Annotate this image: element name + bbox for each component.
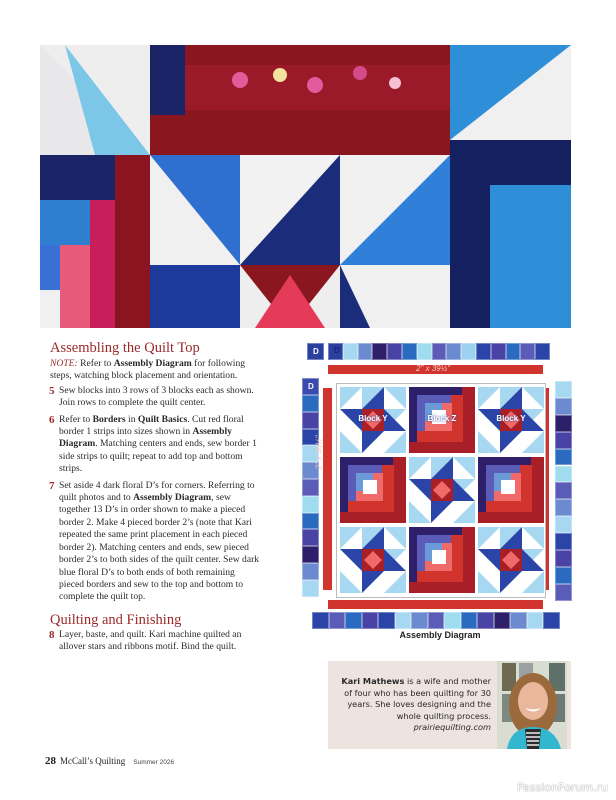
designer-name: Kari Mathews [341, 676, 405, 686]
border-d-square [312, 612, 329, 629]
step-text: in [125, 413, 138, 425]
border-d-square [461, 612, 478, 629]
border-d-square [302, 479, 319, 496]
border-d-square [302, 546, 319, 563]
border-d-square [302, 529, 319, 546]
step-text: Layer, baste, and quilt. Kari machine quilted an allover stars and ribbons motif. Bind the quilt. [59, 628, 242, 653]
issue-date: Summer 2026 [133, 759, 175, 766]
border-d-square [527, 612, 544, 629]
quilt-photo [40, 45, 571, 328]
border1-top-strip [328, 365, 543, 374]
border-d-square [555, 398, 572, 415]
border-d-square [506, 343, 521, 360]
border-d-square [543, 612, 560, 629]
border1-left-strip [314, 388, 332, 590]
block-y [478, 527, 544, 593]
border-d-square [477, 612, 494, 629]
diagram-caption: Assembly Diagram [399, 630, 481, 640]
step-list [50, 385, 260, 604]
note-bold: Assembly Diagram [113, 358, 192, 369]
step-number: 5 [49, 384, 55, 397]
border-d-square [555, 482, 572, 499]
strip-size-label: 2" x 39½" [416, 364, 451, 373]
border-d-square [555, 584, 572, 601]
border-d-square [395, 612, 412, 629]
note-label: NOTE: [50, 358, 78, 369]
border-d-square [358, 343, 373, 360]
border-d-square [555, 567, 572, 584]
border-d-square [302, 496, 319, 513]
border-d-square [555, 381, 572, 398]
step-text: . Cut red floral border 1 strips into sizes shown in [59, 413, 244, 438]
step-text: , sew together 13 D’s in order shown to make a pieced border 2. Make 4 pieced border 2’s (note that Kari repeated the same print placement in each pieced border 2). Matching centers and ends, sew pieced border 2’s to both sides of the quilt center. Sew dark blue floral D’s to both ends of both remaining pieced borders and sew to the top and bottom to complete the quilt top. [59, 492, 260, 603]
border-d-square [494, 612, 511, 629]
step-text: Refer to [59, 413, 93, 425]
border-d-square [444, 612, 461, 629]
corner-d-left [302, 378, 319, 395]
block-y [409, 457, 475, 523]
block-y [340, 387, 406, 453]
step-number: 6 [49, 413, 55, 426]
block-label: Block Y [358, 414, 388, 423]
step-text: . Matching centers and ends, sew border 1 side strips to quilt; repeat to add top and bottom strips. [59, 438, 257, 475]
note-paragraph [50, 358, 260, 383]
magazine-name: McCall’s Quilting [60, 756, 126, 766]
step-text: Set aside 4 dark floral D’s for corners. Referring to quilt photos and to [59, 479, 255, 504]
border-d-square [510, 612, 527, 629]
d-label: D [334, 346, 340, 355]
border-d-square [302, 580, 319, 597]
step-number: 8 [49, 628, 55, 641]
border-d-square [387, 343, 402, 360]
border-d-square [555, 533, 572, 550]
border-d-square [520, 343, 535, 360]
block-z [340, 457, 406, 523]
step-bold-ref: Assembly Diagram [133, 492, 212, 504]
section-title-quilting: Quilting and Finishing [50, 611, 182, 628]
page-footer [45, 755, 174, 767]
border-d-square [302, 563, 319, 580]
border-d-square [411, 612, 428, 629]
border-d-square [555, 415, 572, 432]
block-y [340, 527, 406, 593]
assembly-diagram [300, 338, 580, 648]
section-title-assembling: Assembling the Quilt Top [50, 340, 200, 356]
border-d-square [476, 343, 491, 360]
border-d-square [555, 466, 572, 483]
border-d-square [555, 432, 572, 449]
step-number: 7 [49, 479, 55, 492]
block-y [478, 387, 544, 453]
designer-website-link[interactable]: prairiequilting.com [413, 722, 491, 733]
step-item [50, 414, 260, 476]
step-text: Sew blocks into 3 rows of 3 blocks each as shown. Join rows to complete the quilt center. [59, 384, 254, 409]
border-d-square [555, 499, 572, 516]
step-bold-ref: Borders [92, 413, 126, 425]
note-text: for following steps, watching block placement and orientation. [50, 358, 246, 382]
border-d-square [378, 612, 395, 629]
border-d-square [302, 412, 319, 429]
border-d-square [461, 343, 476, 360]
border-d-square [302, 513, 319, 530]
block-z [409, 387, 475, 453]
border-d-square [345, 612, 362, 629]
border-d-square [343, 343, 358, 360]
block-z [478, 457, 544, 523]
border-d-square [362, 612, 379, 629]
designer-bio [328, 661, 571, 749]
step-item [50, 385, 260, 410]
border-d-square [428, 612, 445, 629]
quilt-center [336, 383, 546, 598]
corner-d-top-left [307, 343, 324, 360]
border-d-square [555, 550, 572, 567]
border-d-square [432, 343, 447, 360]
note-text: Refer to [77, 358, 114, 369]
border-d-square [491, 343, 506, 360]
border1-bottom-strip [328, 600, 543, 609]
d-label: D [313, 347, 319, 356]
step-item [50, 629, 260, 654]
watermark: PassionForum.ru [517, 781, 608, 794]
border-d-square [417, 343, 432, 360]
strip-size-label: 2" x 36½" [314, 435, 324, 470]
bio-description: is a wife and mother of four who has been quilting for 30 years. She loves designing and the whole quilting process. [344, 676, 491, 721]
block-label: Block Y [496, 414, 526, 423]
border-d-square [372, 343, 387, 360]
bio-text [334, 676, 491, 734]
border-d-square [446, 343, 461, 360]
border-d-square [302, 395, 319, 412]
border-d-square [535, 343, 550, 360]
block-label: Block Z [427, 414, 457, 423]
instructions-column [50, 340, 260, 658]
block-z [409, 527, 475, 593]
border-d-square [555, 516, 572, 533]
step-item [50, 480, 260, 604]
border-d-square [329, 612, 346, 629]
step-bold-ref: Assembly Diagram [59, 426, 232, 450]
border-d-square [555, 449, 572, 466]
designer-photo [497, 661, 567, 749]
page-number: 28 [45, 755, 56, 767]
border-d-square [402, 343, 417, 360]
d-label: D [308, 382, 314, 391]
step-bold-ref: Quilt Basics [137, 413, 188, 425]
